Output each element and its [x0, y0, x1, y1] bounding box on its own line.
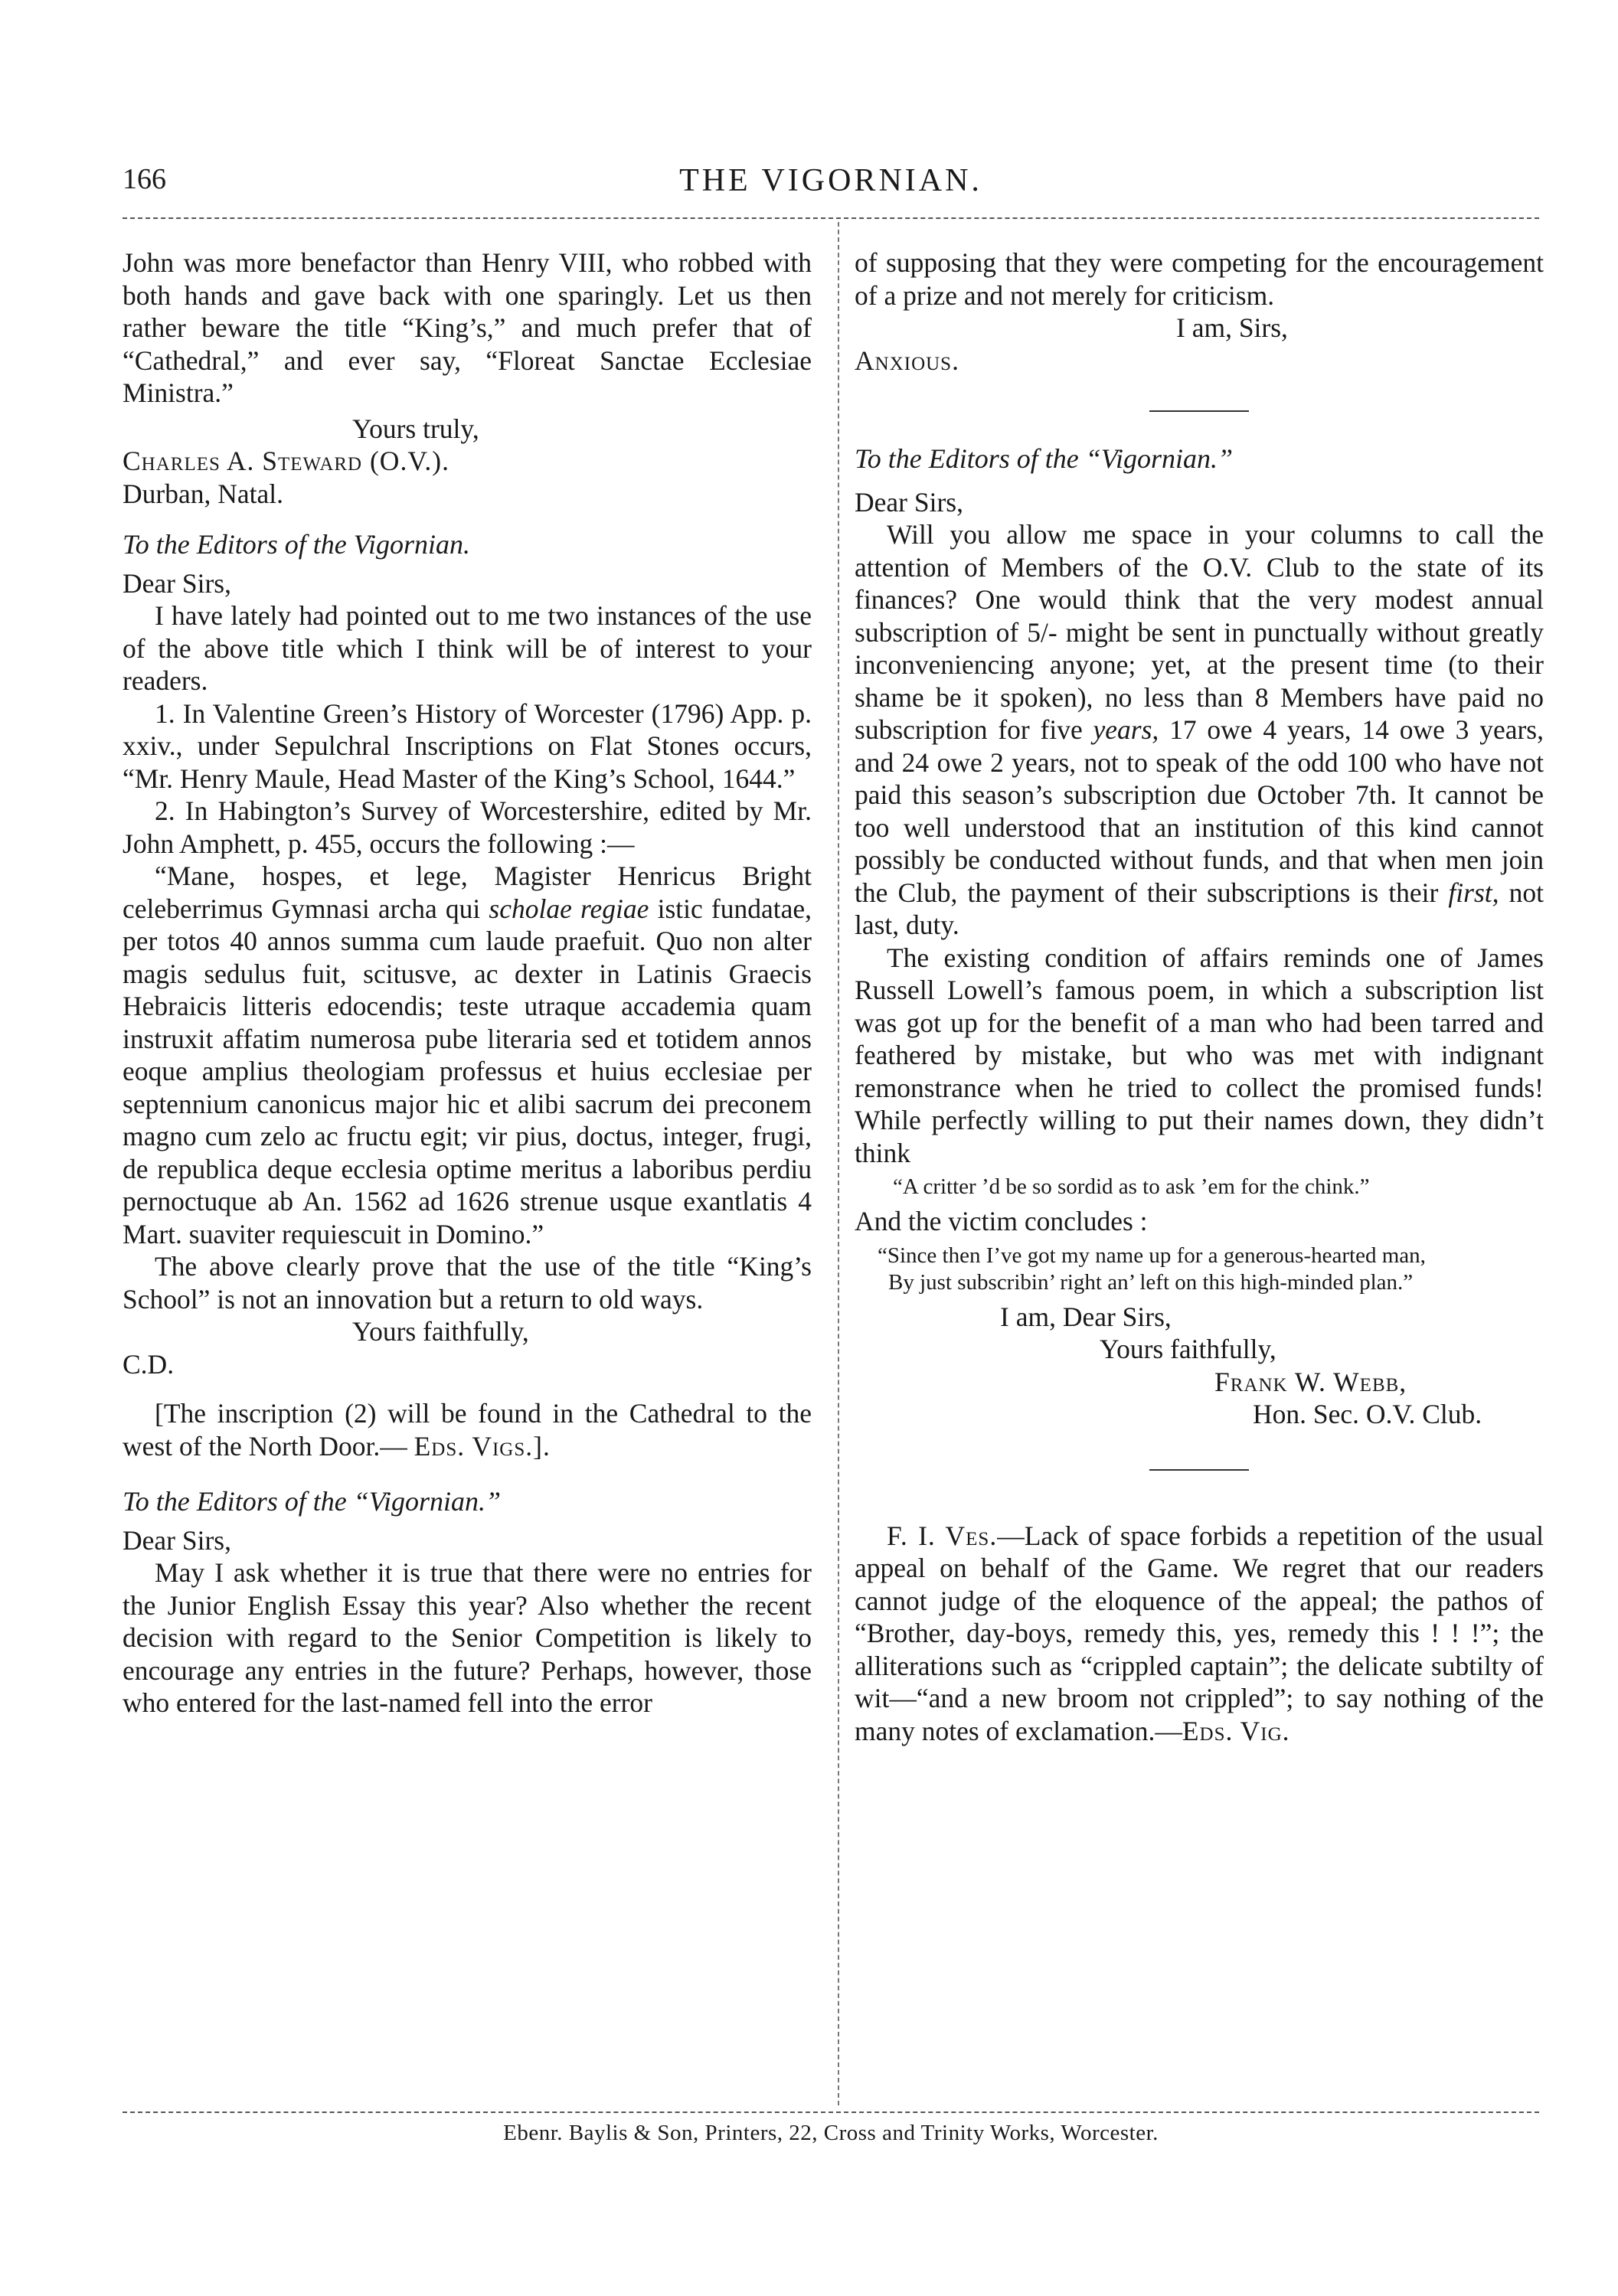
page-number: 166: [123, 163, 166, 195]
paragraph-football-notice: F. I. Ves.—Lack of space forbids a repetition of the usual appeal on behalf of the Game. We regret that our readers cannot judge of the eloquence of the appeal; the pathos of “Brother, day-boys, remedy this, yes, remedy this ! ! !”; the alliterations such as “crippled captain”; the delicate subtilty of wit—“and a new broom not crippled”; to say nothing of the many notes of exclamation.—Eds. Vig.: [855, 1520, 1544, 1746]
salutation-3: Dear Sirs,: [855, 486, 963, 518]
paragraph-lowell: The existing condition of affairs reminds one of James Russell Lowell’s famous poem, in which a subscription list was got up for the benefit of a man who had been tarred and feathered by mistake, but who was met with indignant remonstrance when he tried to collect the promised funds! While perfectly willing to put their names down, they didn’t think: [855, 942, 1544, 1168]
paragraph-prove: The above clearly prove that the use of the title “King’s School” is not an innovation but a return to old ways.: [123, 1251, 812, 1315]
running-title: THE VIGORNIAN.: [679, 163, 982, 198]
editors-note: [The inscription (2) will be found in the Cathedral to the west of the North Door.— Eds. Vigs.].: [123, 1398, 812, 1462]
left-column: [123, 247, 812, 1720]
column-divider: [838, 222, 839, 2105]
signoff-yours-truly: Yours truly,: [352, 413, 479, 444]
quote-since-line-2: By just subscribin’ right an’ left on this high-minded plan.”: [888, 1269, 1414, 1295]
signoff-yours-faithfully: Yours faithfully,: [352, 1316, 529, 1347]
footer-rule: [123, 2111, 1539, 2113]
signature-steward: Charles A. Steward (O.V.).: [123, 446, 449, 476]
title-hon-sec: Hon. Sec. O.V. Club.: [1253, 1399, 1482, 1429]
printer-imprint: Ebenr. Baylis & Son, Printers, 22, Cross and Trinity Works, Worcester.: [503, 2121, 1159, 2145]
quote-since-line-1: “Since then I’ve got my name up for a generous-hearted man,: [878, 1243, 1426, 1268]
paragraph-supposing: of supposing that they were competing for the encouragement of a prize and not merely for criticism.: [855, 247, 1544, 311]
letter-heading-1: To the Editors of the Vigornian.: [123, 529, 471, 560]
signature-webb: Frank W. Webb,: [1214, 1366, 1407, 1397]
dateline-durban: Durban, Natal.: [123, 478, 283, 509]
letter-heading-2: To the Editors of the “Vigornian.”: [123, 1486, 502, 1517]
signoff-i-am-sirs: I am, Sirs,: [1176, 312, 1288, 343]
letter-heading-3: To the Editors of the “Vigornian.”: [855, 443, 1234, 474]
paragraph-lately: I have lately had pointed out to me two instances of the use of the above title which I think will be of interest to your readers.: [123, 600, 812, 696]
paragraph-finances: Will you allow me space in your columns to call the attention of Members of the O.V. Club to the state of its finances? One would think that the very modest annual subscription of 5/- might be sent in punctually without greatly inconveniencing anyone; yet, at the present time (to their shame be it spoken), no less than 8 Members have paid no subscription for five years, 17 owe 4 years, 14 owe 3 years, and 24 owe 2 years, not to speak of the odd 100 who have not paid this season’s subscription due October 7th. It cannot be too well understood that an institution of this kind cannot possibly be conducted without funds, and that when men join the Club, the payment of their subscriptions is their first, not last, duty.: [855, 519, 1544, 940]
quote-critter: “A critter ’d be so sordid as to ask ’em for the chink.”: [893, 1174, 1370, 1199]
right-column: [855, 247, 1544, 1747]
salutation-2: Dear Sirs,: [123, 1524, 231, 1556]
header-rule: [123, 217, 1539, 219]
signoff-i-am-dear-sirs: I am, Dear Sirs,: [1000, 1301, 1172, 1332]
paragraph-victim: And the victim concludes :: [855, 1206, 1148, 1236]
latin-inscription: “Mane, hospes, et lege, Magister Henricus Bright celeberrimus Gymnasi archa qui scholae regiae istic fundatae, per totos 40 annos summa cum laude praefuit. Quo non alter magis sedulus fuit, scitusve, ac dexter in Latinis Graecis Hebraicis litteris edocendis; teste utraque accademia quam instruxit affatim numerosa pube literaria sed et totidem annos eoque amplius theologiam professus et huius ecclesiae per septennium canonicus major hic et alibi sacrum dei preconem magno cum zelo ac fructu egit; vir pius, doctus, integer, frugi, de republica deque ecclesia optime meritus a laboribus perdiu pernoctuque ab An. 1562 ad 1626 strenue usque exantlatis 4 Mart. suaviter requiescuit in Domino.”: [123, 861, 812, 1249]
paragraph-essay: May I ask whether it is true that there were no entries for the Junior English Essay this year? Also whether the recent decision with regard to the Senior Competition is likely to encourage any entries in the future? Perhaps, however, those who entered for the last-named fell into the error: [123, 1557, 812, 1718]
signoff-yours-faithfully-2: Yours faithfully,: [1100, 1334, 1276, 1364]
signature-cd: C.D.: [123, 1348, 175, 1380]
letter-steward-ending: John was more benefactor than Henry VIII, who robbed with both hands and gave back with one sparingly. Let us then rather beware the title “King’s,” and much prefer that of “Cathedral,” and ever say, “Floreat Sanctae Ecclesiae Ministra.”: [123, 247, 812, 408]
signature-anxious: Anxious.: [855, 345, 959, 376]
page-header: [123, 162, 1539, 208]
salutation-1: Dear Sirs,: [123, 567, 231, 599]
paragraph-green: 1. In Valentine Green’s History of Worcester (1796) App. p. xxiv., under Sepulchral Inscriptions on Flat Stones occurs, “Mr. Henry Maule, Head Master of the King’s School, 1644.”: [123, 697, 812, 794]
section-rule-2: [1149, 1469, 1249, 1471]
section-rule-1: [1149, 410, 1249, 412]
paragraph-habington: 2. In Habington’s Survey of Worcestershire, edited by Mr. John Amphett, p. 455, occurs the following :—: [123, 795, 812, 859]
